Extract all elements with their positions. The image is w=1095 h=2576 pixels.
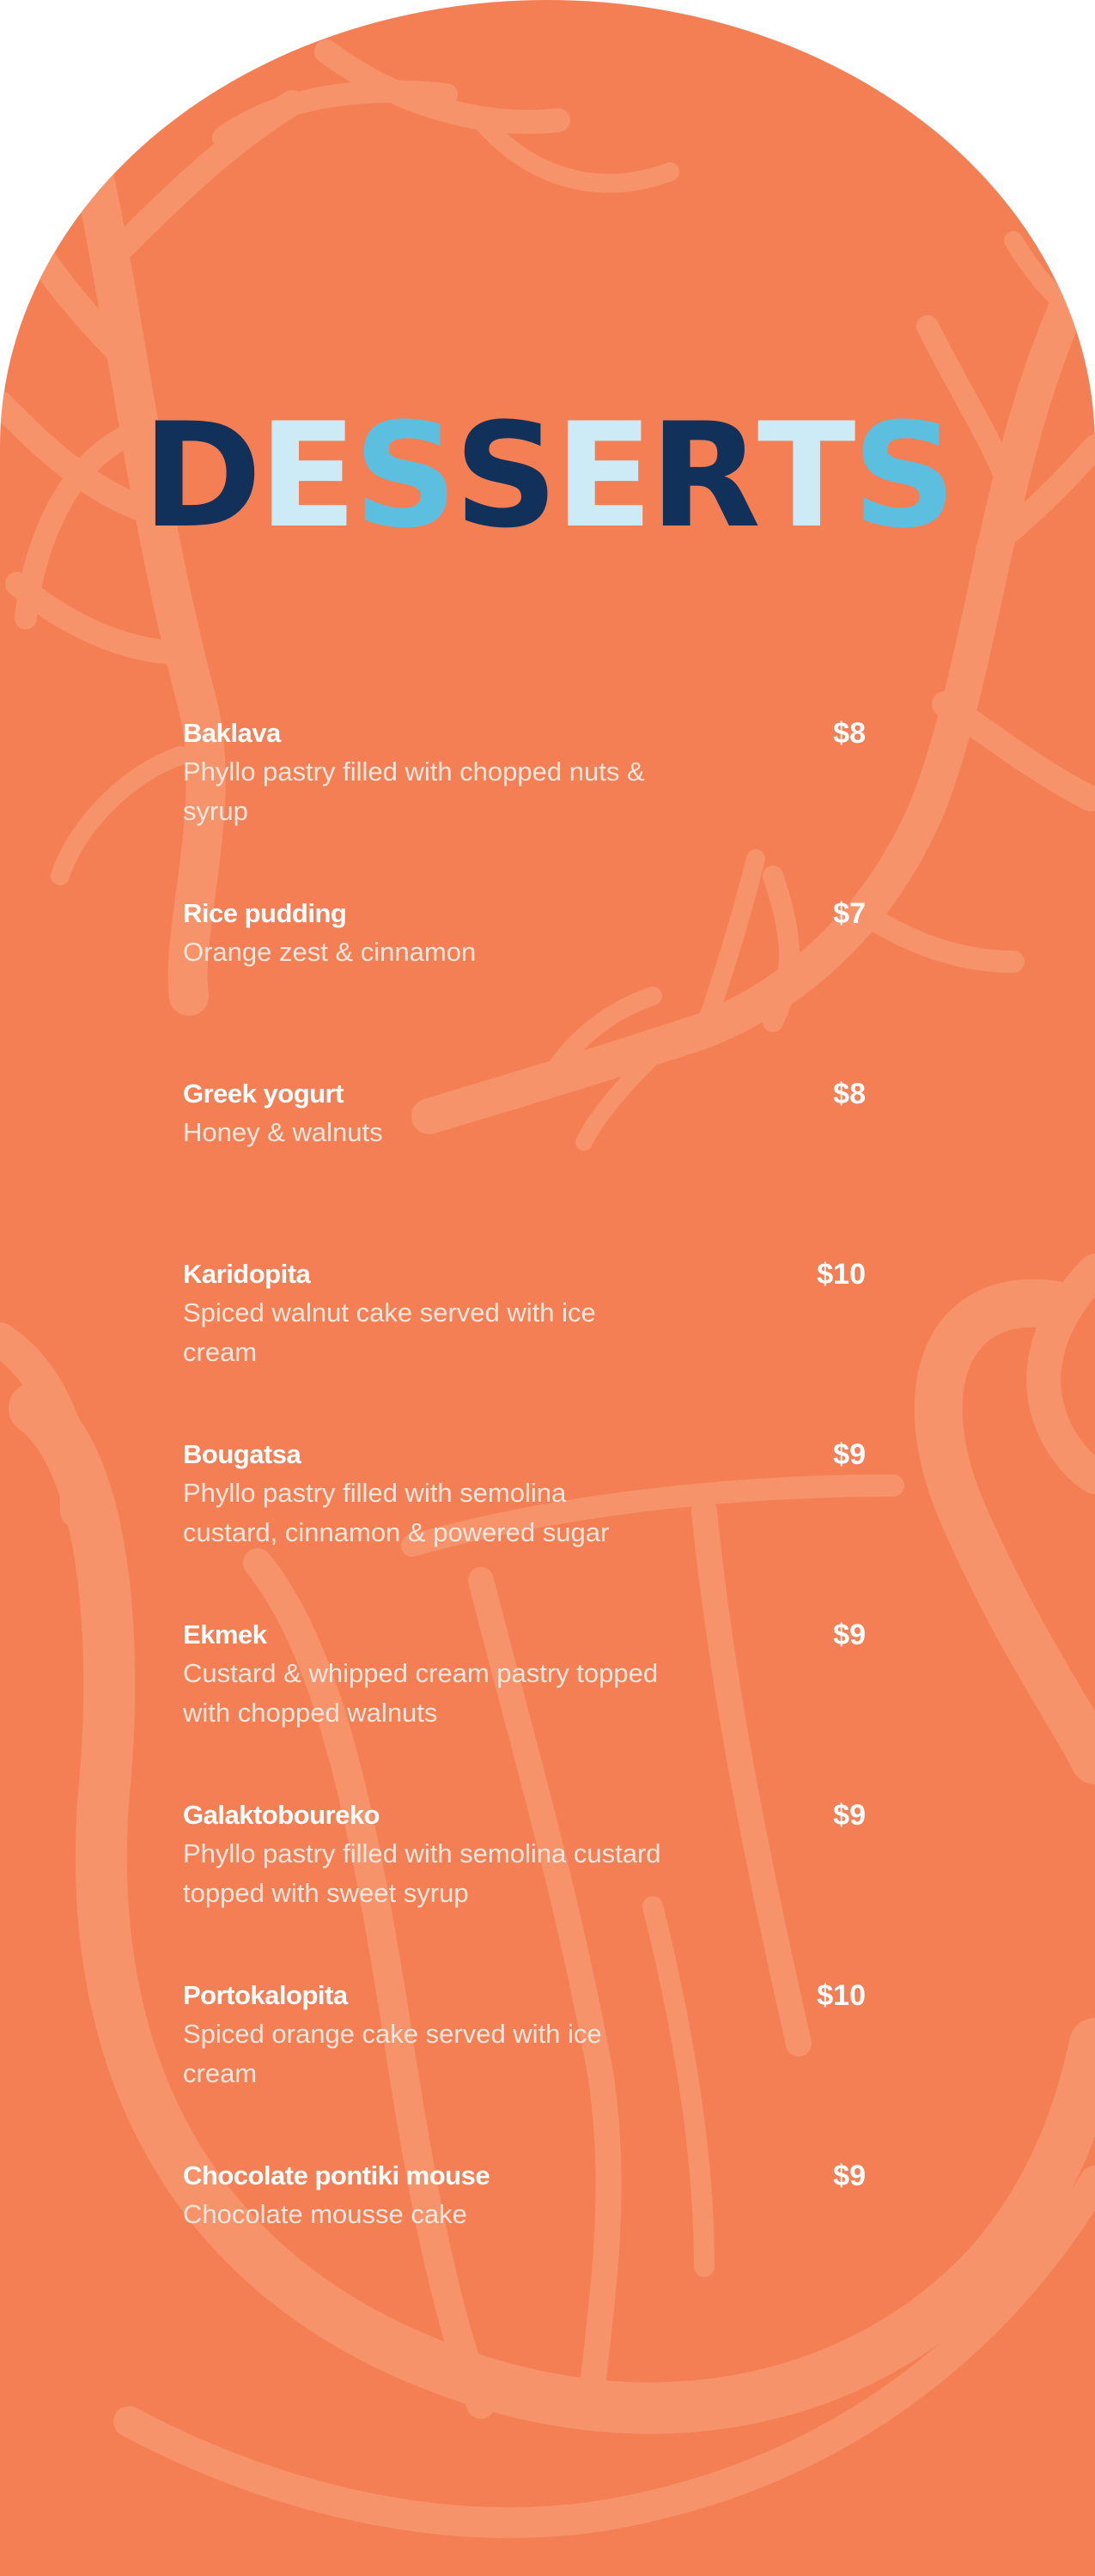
- item-name: Baklava: [183, 718, 281, 748]
- item-description: Custard & whipped cream pastry topped with chopped walnuts: [183, 1658, 659, 1728]
- title-letter: R: [649, 392, 757, 560]
- item-price: $9: [833, 2160, 866, 2192]
- menu-item: [183, 895, 866, 1075]
- item-price: $9: [833, 1799, 866, 1832]
- item-name: Ekmek: [183, 1619, 267, 1649]
- item-description: Phyllo pastry filled with semolina custard topped with sweet syrup: [183, 1838, 661, 1908]
- item-name: Greek yogurt: [183, 1078, 344, 1109]
- menu-item: [183, 1255, 866, 1436]
- title-letter: S: [453, 392, 555, 560]
- item-description: Spiced walnut cake served with ice cream: [183, 1297, 596, 1367]
- item-description: Spiced orange cake served with ice cream: [183, 2019, 602, 2088]
- item-price: $9: [833, 1438, 866, 1471]
- item-name: Galaktoboureko: [183, 1800, 380, 1830]
- item-description: Orange zest & cinnamon: [183, 937, 477, 967]
- menu-item: [183, 1436, 866, 1616]
- menu-item: [183, 2157, 866, 2337]
- title-letter: S: [852, 392, 953, 560]
- item-description: Phyllo pastry filled with semolina custard, cinnamon & powered sugar: [183, 1478, 610, 1547]
- title-letter: T: [757, 392, 853, 560]
- menu-item: [183, 1977, 866, 2157]
- item-name: Rice pudding: [183, 898, 347, 928]
- title-letter: S: [353, 392, 454, 560]
- item-price: $8: [833, 1078, 866, 1110]
- item-description: Chocolate mousse cake: [183, 2199, 467, 2229]
- item-name: Bougatsa: [183, 1439, 301, 1469]
- menu-item: [183, 1075, 866, 1255]
- title-letter: E: [258, 392, 354, 560]
- menu-item: [183, 714, 866, 895]
- item-name: Karidopita: [183, 1259, 311, 1289]
- item-price: $10: [817, 1979, 866, 2012]
- title-letter: D: [142, 392, 259, 560]
- menu-title: [0, 392, 1095, 560]
- item-price: $7: [833, 897, 866, 930]
- item-name: Portokalopita: [183, 1980, 348, 2010]
- menu-item: [183, 1616, 866, 1796]
- item-price: $10: [817, 1258, 866, 1291]
- item-price: $9: [833, 1619, 866, 1651]
- item-name: Chocolate pontiki mouse: [183, 2160, 490, 2190]
- menu-item: [183, 1796, 866, 1977]
- title-letter: E: [554, 392, 650, 560]
- dessert-list: [183, 714, 866, 2337]
- item-description: Honey & walnuts: [183, 1117, 383, 1147]
- item-description: Phyllo pastry filled with chopped nuts & syrup: [183, 756, 645, 826]
- item-price: $8: [833, 717, 866, 750]
